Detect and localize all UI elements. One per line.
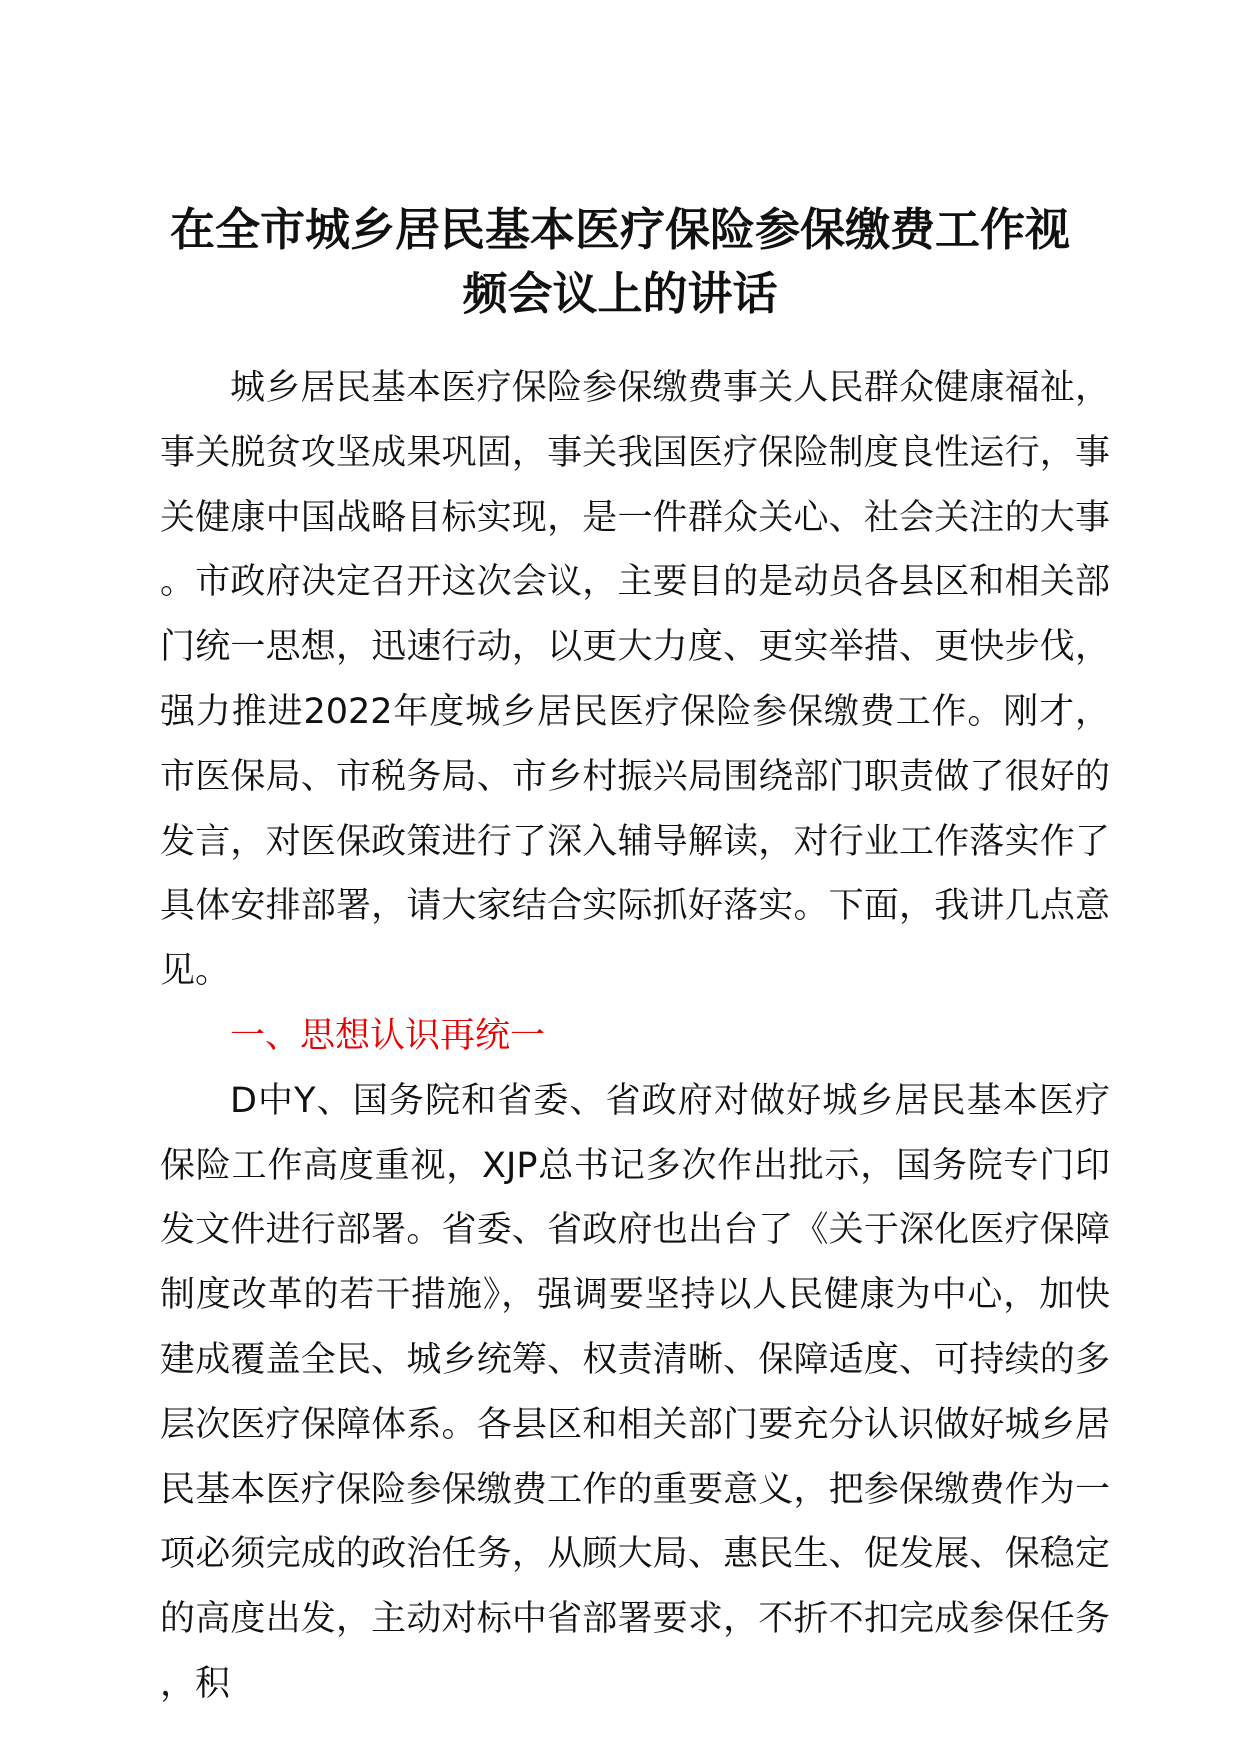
- intro-paragraph: 城乡居民基本医疗保险参保缴费事关人民群众健康福祉，事关脱贫攻坚成果巩固，事关我国医疗保险制度良性运行，事关健康中国战略目标实现，是一件群众关心、社会关注的大事。市政府决定召开这次会议，主要目的是动员各县区和相关部门统一思想，迅速行动，以更大力度、更实举措、更快步伐，强力推进2022年度城乡居民医疗保险参保缴费工作。刚才，市医保局、市税务局、市乡村振兴局围绕部门职责做了很好的发言，对医保政策进行了深入辅导解读，对行业工作落实作了具体安排部署，请大家结合实际抓好落实。下面，我讲几点意见。: [160, 368, 1110, 992]
- section-paragraph: D中Y、国务院和省委、省政府对做好城乡居民基本医疗保险工作高度重视，XJP总书记多次作出批示，国务院专门印发文件进行部署。省委、省政府也出台了《关于深化医疗保障制度改革的若干措施》，强调要坚持以人民健康为中心，加快建成覆盖全民、城乡统筹、权责清晰、保障适度、可持续的多层次医疗保障体系。各县区和相关部门要充分认识做好城乡居民基本医疗保险参保缴费工作的重要意义，把参保缴费作为一项必须完成的政治任务，从顾大局、惠民生、促发展、保稳定的高度出发，主动对标中省部署要求，不折不扣完成参保任务，积: [160, 1080, 1110, 1704]
- section-heading: 一、思想认识再统一: [230, 1015, 546, 1056]
- document-body: [160, 356, 1110, 1717]
- document-title: 在全市城乡居民基本医疗保险参保缴费工作视频会议上的讲话: [169, 203, 1070, 320]
